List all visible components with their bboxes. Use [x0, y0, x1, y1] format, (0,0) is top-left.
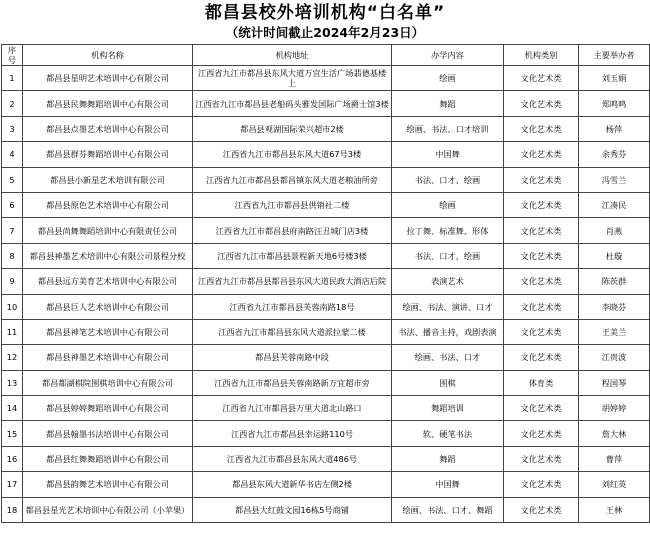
table-row [2, 421, 650, 446]
cell-category: 文化艺术类 [504, 396, 579, 421]
cell-category: 文化艺术类 [504, 269, 579, 294]
cell-organizer: 杜璇 [579, 243, 650, 268]
cell-content: 舞蹈 [392, 446, 504, 471]
cell-content: 绘画、书法、口才 [392, 345, 504, 370]
table-row [2, 294, 650, 319]
cell-no: 5 [2, 167, 23, 192]
cell-category: 文化艺术类 [504, 446, 579, 471]
cell-category: 文化艺术类 [504, 319, 579, 344]
table-row [2, 243, 650, 268]
table-row [2, 446, 650, 471]
table-row [2, 345, 650, 370]
cell-content: 舞蹈 [392, 91, 504, 116]
cell-content: 软、硬笔书法 [392, 421, 504, 446]
table-row [2, 218, 650, 243]
table-row [2, 91, 650, 116]
table-row [2, 192, 650, 217]
cell-organizer: 詹大林 [579, 421, 650, 446]
cell-no: 1 [2, 66, 23, 91]
cell-category: 文化艺术类 [504, 243, 579, 268]
cell-content: 绘画 [392, 66, 504, 91]
cell-category: 文化艺术类 [504, 218, 579, 243]
cell-content: 书法、口才、绘画 [392, 167, 504, 192]
cell-name: 都昌县韵舞艺术培训中心有限公司 [23, 472, 193, 497]
cell-name: 都昌都湖棋院围棋培训中心有限公司 [23, 370, 193, 395]
cell-name: 都昌县星明艺术培训中心有限公司 [23, 66, 193, 91]
cell-address: 江西省九江市都昌县都昌镇东风大道老粮油所旁 [193, 167, 392, 192]
cell-no: 8 [2, 243, 23, 268]
cell-address: 都昌县观湖国际荣兴超市2楼 [193, 116, 392, 141]
cell-address: 江西省九江市都昌县都昌县东风大道民政大酒店后院 [193, 269, 392, 294]
table-row [2, 167, 650, 192]
cell-content: 绘画 [392, 192, 504, 217]
cell-organizer: 肖燕 [579, 218, 650, 243]
cell-address: 江西省九江市都昌县幸运路110号 [193, 421, 392, 446]
cell-organizer: 江贵波 [579, 345, 650, 370]
cell-address: 都昌县芙蓉南路中段 [193, 345, 392, 370]
cell-no: 7 [2, 218, 23, 243]
cell-category: 体育类 [504, 370, 579, 395]
cell-name: 都昌县点墨艺术培训中心有限公司 [23, 116, 193, 141]
cell-organizer: 胡婷婷 [579, 396, 650, 421]
cell-content: 表演艺术 [392, 269, 504, 294]
col-header-no: 序号 [2, 45, 23, 66]
table-row [2, 66, 650, 91]
cell-organizer: 程国琴 [579, 370, 650, 395]
col-header-name: 机构名称 [23, 45, 193, 66]
cell-no: 14 [2, 396, 23, 421]
cell-no: 12 [2, 345, 23, 370]
cell-organizer: 王林 [579, 497, 650, 522]
table-row [2, 370, 650, 395]
cell-organizer: 刘玉娟 [579, 66, 650, 91]
cell-name: 都昌县神墨艺术培训中心有限公司景程分校 [23, 243, 193, 268]
table-row [2, 269, 650, 294]
cell-category: 文化艺术类 [504, 294, 579, 319]
cell-address: 江西省九江市都昌县老船码头雅发国际广场爵士馆3楼 [193, 91, 392, 116]
cell-address: 江西省九江市都昌县东风大道派拉蒙二楼 [193, 319, 392, 344]
cell-name: 都昌县原色艺术培训中心有限公司 [23, 192, 193, 217]
cell-no: 9 [2, 269, 23, 294]
cell-no: 13 [2, 370, 23, 395]
cell-organizer: 曹萍 [579, 446, 650, 471]
table-row [2, 319, 650, 344]
cell-name: 都昌县星光艺术培训中心有限公司（小苹果） [23, 497, 193, 522]
cell-no: 6 [2, 192, 23, 217]
cell-category: 文化艺术类 [504, 142, 579, 167]
cell-address: 江西省九江市都昌县东风大道486号 [193, 446, 392, 471]
cell-name: 都昌县巨人艺术培训中心有限公司 [23, 294, 193, 319]
col-header-content: 办学内容 [392, 45, 504, 66]
cell-organizer: 江凑民 [579, 192, 650, 217]
col-header-organizer: 主要举办者 [579, 45, 650, 66]
whitelist-table [1, 44, 650, 523]
cell-content: 拉丁舞、标准舞、形体 [392, 218, 504, 243]
cell-category: 文化艺术类 [504, 421, 579, 446]
cell-organizer: 杨萍 [579, 116, 650, 141]
cell-category: 文化艺术类 [504, 472, 579, 497]
cell-organizer: 郑鸣鸣 [579, 91, 650, 116]
cell-category: 文化艺术类 [504, 192, 579, 217]
cell-no: 4 [2, 142, 23, 167]
page-title: 都昌县校外培训机构“白名单” [204, 3, 446, 23]
cell-address: 江西省九江市都昌县万里大道北山路口 [193, 396, 392, 421]
cell-content: 绘画、书法、演讲、口才 [392, 294, 504, 319]
cell-organizer: 王美兰 [579, 319, 650, 344]
cell-name: 都昌县群芬舞蹈培训中心有限公司 [23, 142, 193, 167]
cell-no: 10 [2, 294, 23, 319]
cell-content: 书法、播音主持，戏剧表演 [392, 319, 504, 344]
cell-content: 中国舞 [392, 142, 504, 167]
cell-no: 16 [2, 446, 23, 471]
page-subtitle: （统计时间截止2024年2月23日） [225, 25, 425, 40]
cell-content: 绘画、书法、口才培训 [392, 116, 504, 141]
table-row [2, 497, 650, 522]
cell-name: 都昌县红舞舞蹈培训中心有限公司 [23, 446, 193, 471]
cell-no: 11 [2, 319, 23, 344]
cell-address: 都昌县大红鼓文园16栋5号商铺 [193, 497, 392, 522]
cell-no: 15 [2, 421, 23, 446]
cell-no: 2 [2, 91, 23, 116]
cell-organizer: 刘红英 [579, 472, 650, 497]
cell-address: 都昌县东风大道新华书店左侧2楼 [193, 472, 392, 497]
cell-address: 江西省九江市都昌县东风大道67号3楼 [193, 142, 392, 167]
cell-organizer: 李晓芬 [579, 294, 650, 319]
table-row [2, 396, 650, 421]
cell-content: 围棋 [392, 370, 504, 395]
cell-category: 文化艺术类 [504, 91, 579, 116]
col-header-address: 机构地址 [193, 45, 392, 66]
cell-content: 中国舞 [392, 472, 504, 497]
cell-name: 都昌县婷婷舞蹈培训中心有限公司 [23, 396, 193, 421]
table-row [2, 472, 650, 497]
table-row [2, 116, 650, 141]
cell-category: 文化艺术类 [504, 345, 579, 370]
table-row [2, 142, 650, 167]
cell-address: 江西省九江市都昌县芙蓉南路新万宜超市旁 [193, 370, 392, 395]
cell-organizer: 冯雪兰 [579, 167, 650, 192]
cell-name: 都昌县远方美育艺术培训中心有限公司 [23, 269, 193, 294]
cell-address: 江西省九江市都昌县景程新天地6号楼3楼 [193, 243, 392, 268]
cell-address: 江西省九江市都昌县芙蓉南路18号 [193, 294, 392, 319]
cell-address: 江西省九江市都昌县供销社二楼 [193, 192, 392, 217]
cell-name: 都昌县翰墨书法培训中心有限公司 [23, 421, 193, 446]
cell-organizer: 陈茨群 [579, 269, 650, 294]
cell-no: 17 [2, 472, 23, 497]
cell-name: 都昌县小新星艺术培训有限公司 [23, 167, 193, 192]
cell-category: 文化艺术类 [504, 66, 579, 91]
cell-category: 文化艺术类 [504, 497, 579, 522]
cell-no: 3 [2, 116, 23, 141]
cell-category: 文化艺术类 [504, 116, 579, 141]
table-body [2, 66, 650, 523]
cell-content: 舞蹈培训 [392, 396, 504, 421]
cell-name: 都昌县民舞舞蹈培训中心有限公司 [23, 91, 193, 116]
cell-content: 书法、口才、绘画 [392, 243, 504, 268]
cell-name: 都昌县尚舞舞蹈培训中心有限责任公司 [23, 218, 193, 243]
col-header-category: 机构类别 [504, 45, 579, 66]
cell-no: 18 [2, 497, 23, 522]
cell-address: 江西省九江市都昌县东风大道万宜生活广场翡德基楼上 [193, 66, 392, 91]
cell-name: 都昌县神墨艺术培训中心有限公司 [23, 345, 193, 370]
cell-content: 绘画、书法、口才、舞蹈 [392, 497, 504, 522]
table-header-row [2, 45, 650, 66]
cell-name: 都昌县神笔艺术培训中心有限公司 [23, 319, 193, 344]
cell-address: 江西省九江市都昌县府南路汪丑城门店3楼 [193, 218, 392, 243]
cell-category: 文化艺术类 [504, 167, 579, 192]
cell-organizer: 余秀芬 [579, 142, 650, 167]
